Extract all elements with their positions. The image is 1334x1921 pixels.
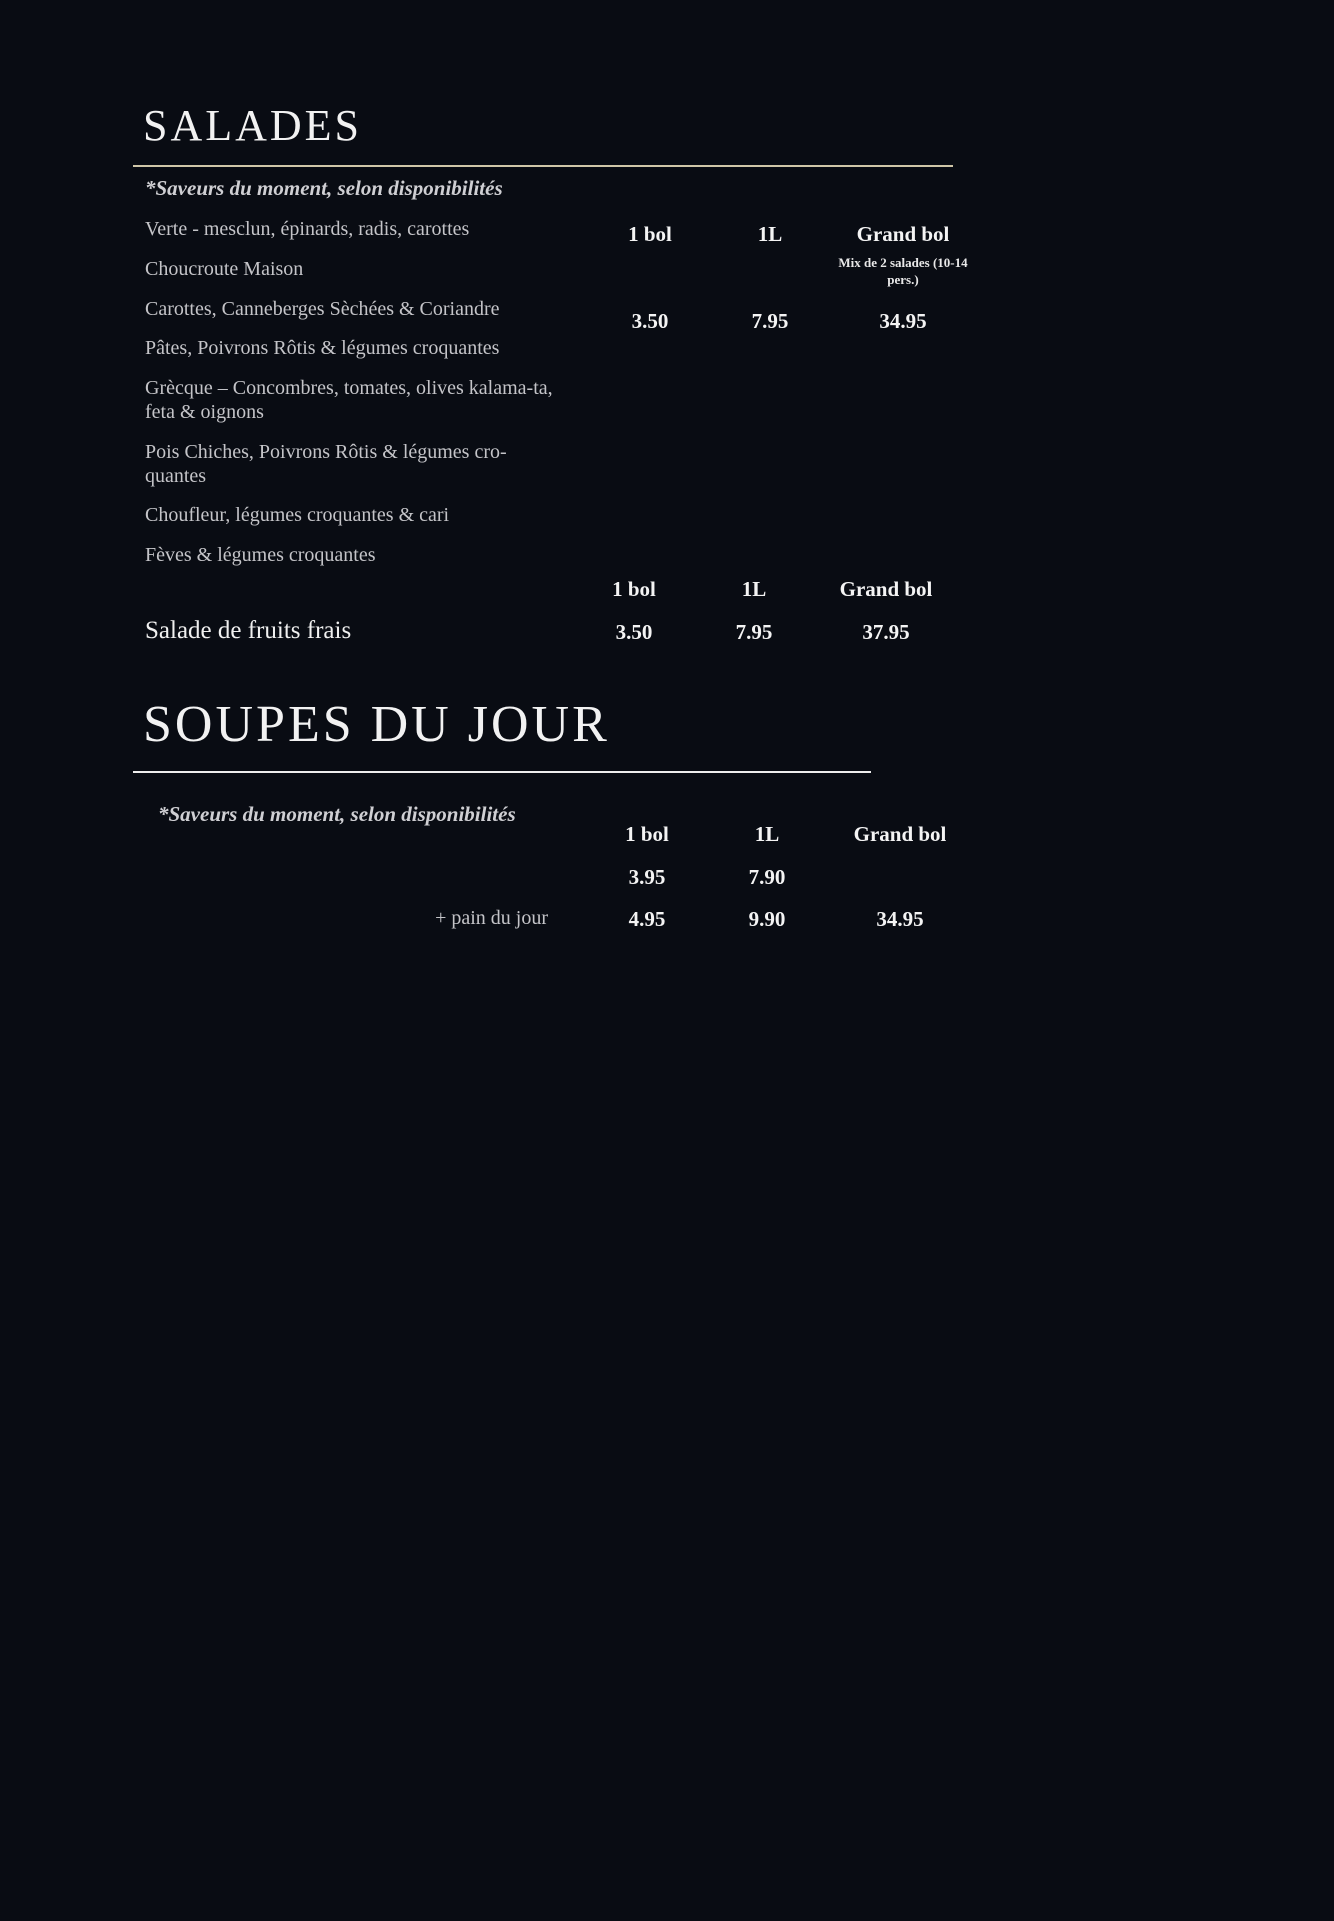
soupes-row1-price-1bol: 3.95: [628, 865, 666, 889]
salades-price-1bol: 3.50: [631, 309, 669, 333]
salades-price-1l: 7.95: [751, 309, 789, 333]
soupes-note: *Saveurs du moment, selon disponibilités: [158, 802, 516, 826]
salade-item: Grècque – Concombres, tomates, olives kalama-ta, feta & oignons: [145, 377, 553, 423]
soupes-row1-price-1l: 7.90: [748, 865, 786, 889]
salade-item: Carottes, Canneberges Sèchées & Coriandre: [145, 298, 500, 320]
salade-item: Verte - mesclun, épinards, radis, carottes: [145, 218, 470, 240]
pain-du-jour-label: + pain du jour: [435, 907, 548, 929]
fruit-salad-name: Salade de fruits frais: [145, 617, 352, 644]
soupes-row2-price-grand-bol: 34.95: [876, 907, 924, 931]
fruits-header-grand-bol: Grand bol: [839, 577, 933, 601]
salade-item: Pâtes, Poivrons Rôtis & légumes croquantes: [145, 337, 500, 359]
salade-item: Choufleur, légumes croquantes & cari: [145, 504, 450, 526]
fruits-price-1l: 7.95: [735, 620, 773, 644]
salade-item: Fèves & légumes croquantes: [145, 544, 376, 566]
soupes-divider: [133, 771, 871, 773]
salade-item: Pois Chiches, Poivrons Rôtis & légumes cro-quantes: [145, 441, 507, 487]
fruits-header-1l: 1L: [741, 577, 767, 601]
soupes-row2-price-1l: 9.90: [748, 907, 786, 931]
salades-header-1l: 1L: [757, 222, 783, 246]
fruits-header-1bol: 1 bol: [612, 577, 656, 601]
soupes-row2-price-1bol: 4.95: [628, 907, 666, 931]
salades-divider: [133, 165, 953, 167]
soupes-header-1bol: 1 bol: [625, 822, 669, 846]
salades-header-1bol: 1 bol: [628, 222, 672, 246]
grand-bol-note: Mix de 2 salades (10-14 pers.): [838, 255, 968, 287]
fruits-price-grand-bol: 37.95: [862, 620, 910, 644]
salades-title: SALADES: [143, 101, 363, 150]
soupes-header-grand-bol: Grand bol: [853, 822, 947, 846]
salades-header-grand-bol: Grand bol: [856, 222, 950, 246]
salade-item: Choucroute Maison: [145, 258, 304, 280]
salades-price-grand-bol: 34.95: [879, 309, 927, 333]
soupes-header-1l: 1L: [754, 822, 780, 846]
fruits-price-1bol: 3.50: [615, 620, 653, 644]
salades-note: *Saveurs du moment, selon disponibilités: [145, 176, 503, 200]
soupes-title: SOUPES DU JOUR: [143, 696, 610, 753]
